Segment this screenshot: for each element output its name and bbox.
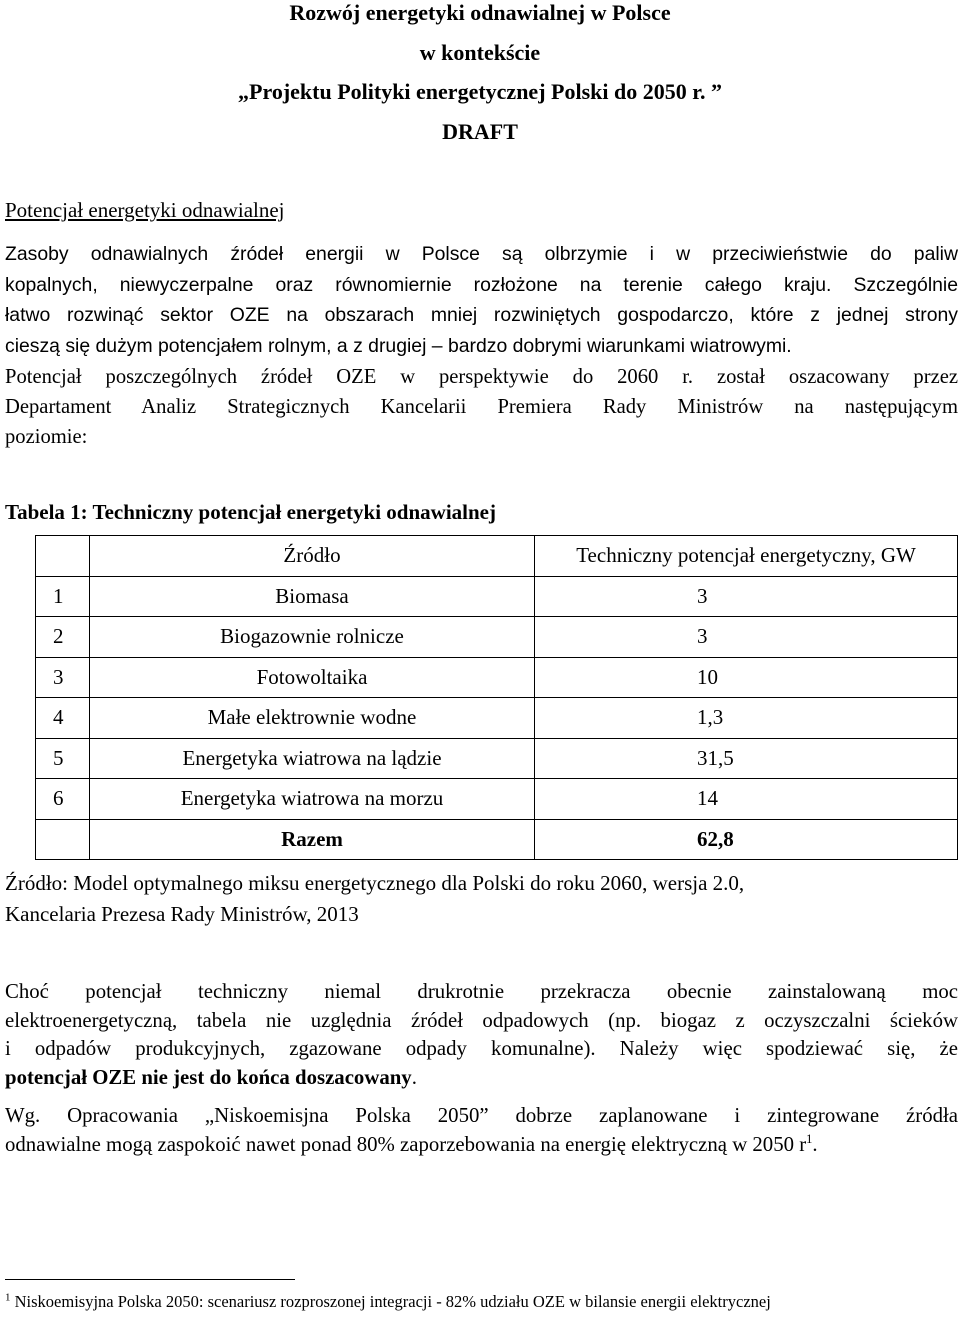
footnote-reference[interactable]: 1 xyxy=(806,1131,813,1146)
table-cell-source: Biogazownie rolnicze xyxy=(90,617,535,658)
paragraph-4 xyxy=(5,1102,958,1159)
section-heading: Potencjał energetyki odnawialnej xyxy=(5,198,285,222)
table-cell-value: 1,3 xyxy=(535,698,958,739)
table-cell-source: Fotowoltaika xyxy=(90,657,535,698)
table-header-row xyxy=(36,536,958,577)
paragraph-1 xyxy=(5,239,958,361)
paragraph-1-line: łatwo rozwinąć sektor OZE na obszarach mniej rozwiniętych gospodarczo, które z jednej strony xyxy=(5,304,958,326)
document-title: Rozwój energetyki odnawialnej w Polsce xyxy=(289,0,671,25)
document-title-line-2: w kontekście xyxy=(419,40,541,65)
table-cell-source: Energetyka wiatrowa na morzu xyxy=(90,779,535,820)
table-source-note xyxy=(5,868,744,930)
table-row xyxy=(36,698,958,739)
paragraph-3-line xyxy=(5,1064,958,1093)
paragraph-4-line xyxy=(5,1131,958,1160)
paragraph-3-line: Choć potencjał techniczny niemal drukrotnie przekracza obecnie zainstalowaną moc xyxy=(5,980,958,1003)
table-total-value: 62,8 xyxy=(535,819,958,860)
footnote-divider xyxy=(5,1279,295,1280)
paragraph-1-line: kopalnych, niewyczerpalne oraz równomiernie rozłożone na terenie całego kraju. Szczególnie xyxy=(5,273,958,296)
footnote-number: 1 xyxy=(5,1291,11,1304)
table-row xyxy=(36,617,958,658)
potential-table xyxy=(35,535,958,860)
table-cell-index: 6 xyxy=(36,779,90,820)
table-cell-index: 5 xyxy=(36,738,90,779)
paragraph-1-line: Zasoby odnawialnych źródeł energii w Polsce są olbrzymie i w przeciwieństwie do paliw xyxy=(5,243,958,265)
table-cell-index: 1 xyxy=(36,576,90,617)
table-cell-index xyxy=(36,819,90,860)
draft-label: DRAFT xyxy=(442,119,518,144)
table-cell-value: 3 xyxy=(535,576,958,617)
footnote xyxy=(5,1292,771,1312)
period: . xyxy=(812,1132,818,1156)
footnote-text: Niskoemisyjna Polska 2050: scenariusz rozproszonej integracji - 82% udziału OZE w bilansie energii elektrycznej xyxy=(10,1292,771,1311)
paragraph-1-line: cieszą się dużym potencjałem rolnym, a z drugiej – bardzo dobrymi wiarunkami wiatrowymi. xyxy=(5,334,792,357)
table-header-cell: Źródło xyxy=(90,536,535,577)
table-cell-value: 14 xyxy=(535,779,958,820)
document-title-line-3: „Projektu Polityki energetycznej Polski do 2050 r. ” xyxy=(238,79,722,104)
emphasis-text: potencjał OZE nie jest do końca doszacowany xyxy=(5,1065,412,1089)
table-header-cell xyxy=(36,536,90,577)
source-line-1: Źródło: Model optymalnego miksu energetycznego dla Polski do roku 2060, wersja 2.0, xyxy=(5,871,745,895)
period: . xyxy=(411,1065,417,1089)
table-row xyxy=(36,576,958,617)
paragraph-4-text: odnawialne mogą zaspokoić nawet ponad 80% zaporzebowania na energię elektryczną w 2050 r xyxy=(5,1132,807,1156)
table-cell-value: 31,5 xyxy=(535,738,958,779)
table-header-cell: Techniczny potencjał energetyczny, GW xyxy=(535,536,958,577)
table-caption: Tabela 1: Techniczny potencjał energetyki odnawialnej xyxy=(5,500,496,524)
paragraph-2-line: Potencjał poszczególnych źródeł OZE w perspektywie do 2060 r. został oszacowany przez xyxy=(5,366,958,388)
table-cell-index: 2 xyxy=(36,617,90,658)
paragraph-2-line: Departament Analiz Strategicznych Kancelarii Premiera Rady Ministrów na następującym xyxy=(5,396,958,418)
table-row xyxy=(36,779,958,820)
paragraph-3-line: i odpadów produkcyjnych, zgazowane odpady komunalne). Należy więc spodziewać się, że xyxy=(5,1037,958,1060)
table-cell-value: 3 xyxy=(535,617,958,658)
table-total-row xyxy=(36,819,958,860)
paragraph-4-line: Wg. Opracowania „Niskoemisjna Polska 2050” dobrze zaplanowane i zintegrowane źródła xyxy=(5,1104,958,1127)
paragraph-2 xyxy=(5,362,958,452)
table-total-label: Razem xyxy=(90,819,535,860)
table-cell-index: 4 xyxy=(36,698,90,739)
source-line-2: Kancelaria Prezesa Rady Ministrów, 2013 xyxy=(5,902,359,926)
table-cell-index: 3 xyxy=(36,657,90,698)
table-cell-source: Energetyka wiatrowa na lądzie xyxy=(90,738,535,779)
paragraph-2-line: poziomie: xyxy=(5,426,88,448)
table-row xyxy=(36,738,958,779)
table-cell-source: Biomasa xyxy=(90,576,535,617)
table-cell-value: 10 xyxy=(535,657,958,698)
paragraph-3-line: elektroenergetyczną, tabela nie uzględnia źródeł odpadowych (np. biogaz z oczyszczalni ścieków xyxy=(5,1008,958,1032)
table-row xyxy=(36,657,958,698)
paragraph-3 xyxy=(5,978,958,1092)
table-cell-source: Małe elektrownie wodne xyxy=(90,698,535,739)
